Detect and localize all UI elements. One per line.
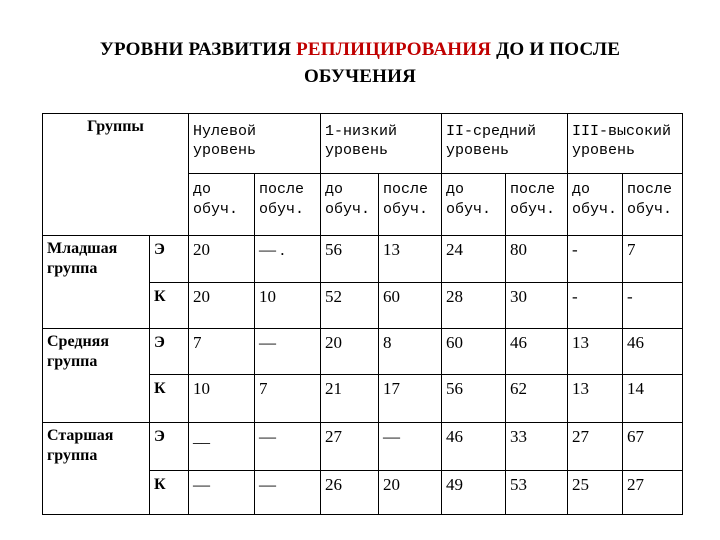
results-table bbox=[42, 113, 683, 515]
page-title bbox=[0, 36, 720, 90]
group-name-cell: Младшая группа bbox=[43, 236, 150, 329]
value-cell: 25 bbox=[568, 471, 623, 515]
value-cell: 27 bbox=[568, 423, 623, 471]
table-row bbox=[43, 236, 683, 283]
title-highlight: РЕПЛИЦИРОВАНИЯ bbox=[296, 39, 492, 60]
table-row bbox=[43, 423, 683, 471]
type-cell: Э bbox=[150, 329, 189, 375]
group-name-cell: Средняя группа bbox=[43, 329, 150, 423]
table-body bbox=[43, 236, 683, 515]
value-cell: - bbox=[568, 283, 623, 329]
type-cell: Э bbox=[150, 236, 189, 283]
value-cell: 20 bbox=[189, 236, 255, 283]
sub-header-before: до обуч. bbox=[568, 174, 623, 236]
value-cell: 28 bbox=[442, 283, 506, 329]
value-cell: 56 bbox=[442, 375, 506, 423]
value-cell: 20 bbox=[189, 283, 255, 329]
value-cell: - bbox=[568, 236, 623, 283]
value-cell: 27 bbox=[623, 471, 683, 515]
value-cell: 7 bbox=[255, 375, 321, 423]
sub-header-before: до обуч. bbox=[321, 174, 379, 236]
title-part-3: ДО И ПОСЛЕ bbox=[491, 39, 621, 60]
groups-header: Группы bbox=[43, 114, 189, 236]
value-cell: — bbox=[379, 423, 442, 471]
value-cell: 49 bbox=[442, 471, 506, 515]
value-cell: 10 bbox=[189, 375, 255, 423]
value-cell: 60 bbox=[379, 283, 442, 329]
level-header-low: 1-низкий уровень bbox=[321, 114, 442, 174]
value-cell: 10 bbox=[255, 283, 321, 329]
value-cell: — bbox=[255, 471, 321, 515]
value-cell: __ bbox=[189, 423, 255, 471]
value-cell: 7 bbox=[189, 329, 255, 375]
value-cell: 20 bbox=[321, 329, 379, 375]
type-cell: Э bbox=[150, 423, 189, 471]
title-part-1: УРОВНИ РАЗВИТИЯ bbox=[99, 39, 297, 60]
value-cell: 17 bbox=[379, 375, 442, 423]
value-cell: 56 bbox=[321, 236, 379, 283]
value-cell: 67 bbox=[623, 423, 683, 471]
value-cell: 13 bbox=[379, 236, 442, 283]
value-cell: 27 bbox=[321, 423, 379, 471]
value-cell: 13 bbox=[568, 375, 623, 423]
value-cell: 14 bbox=[623, 375, 683, 423]
type-cell: К bbox=[150, 283, 189, 329]
type-cell: К bbox=[150, 471, 189, 515]
level-header-high: III-высокий уровень bbox=[568, 114, 683, 174]
value-cell: 26 bbox=[321, 471, 379, 515]
value-cell: — . bbox=[255, 236, 321, 283]
value-cell: 20 bbox=[379, 471, 442, 515]
value-cell: - bbox=[623, 283, 683, 329]
title-line-2: ОБУЧЕНИЯ bbox=[303, 66, 417, 87]
group-name-cell: Старшая группа bbox=[43, 423, 150, 515]
value-cell: 8 bbox=[379, 329, 442, 375]
value-cell: 21 bbox=[321, 375, 379, 423]
table-row bbox=[43, 329, 683, 375]
value-cell: — bbox=[189, 471, 255, 515]
value-cell: 62 bbox=[506, 375, 568, 423]
sub-header-after: после обуч. bbox=[255, 174, 321, 236]
value-cell: 24 bbox=[442, 236, 506, 283]
value-cell: — bbox=[255, 329, 321, 375]
value-cell: 30 bbox=[506, 283, 568, 329]
level-header-medium: II-средний уровень bbox=[442, 114, 568, 174]
header-row-levels bbox=[43, 114, 683, 174]
value-cell: 53 bbox=[506, 471, 568, 515]
title-line-1 bbox=[0, 36, 720, 63]
value-cell: 46 bbox=[442, 423, 506, 471]
sub-header-before: до обуч. bbox=[442, 174, 506, 236]
level-header-zero: Нулевой уровень bbox=[189, 114, 321, 174]
value-cell: 7 bbox=[623, 236, 683, 283]
sub-header-before: до обуч. bbox=[189, 174, 255, 236]
value-cell: 46 bbox=[506, 329, 568, 375]
value-cell: 80 bbox=[506, 236, 568, 283]
sub-header-after: после обуч. bbox=[379, 174, 442, 236]
value-cell: — bbox=[255, 423, 321, 471]
value-cell: 33 bbox=[506, 423, 568, 471]
sub-header-after: после обуч. bbox=[623, 174, 683, 236]
value-cell: 60 bbox=[442, 329, 506, 375]
sub-header-after: после обуч. bbox=[506, 174, 568, 236]
type-cell: К bbox=[150, 375, 189, 423]
value-cell: 13 bbox=[568, 329, 623, 375]
value-cell: 46 bbox=[623, 329, 683, 375]
value-cell: 52 bbox=[321, 283, 379, 329]
